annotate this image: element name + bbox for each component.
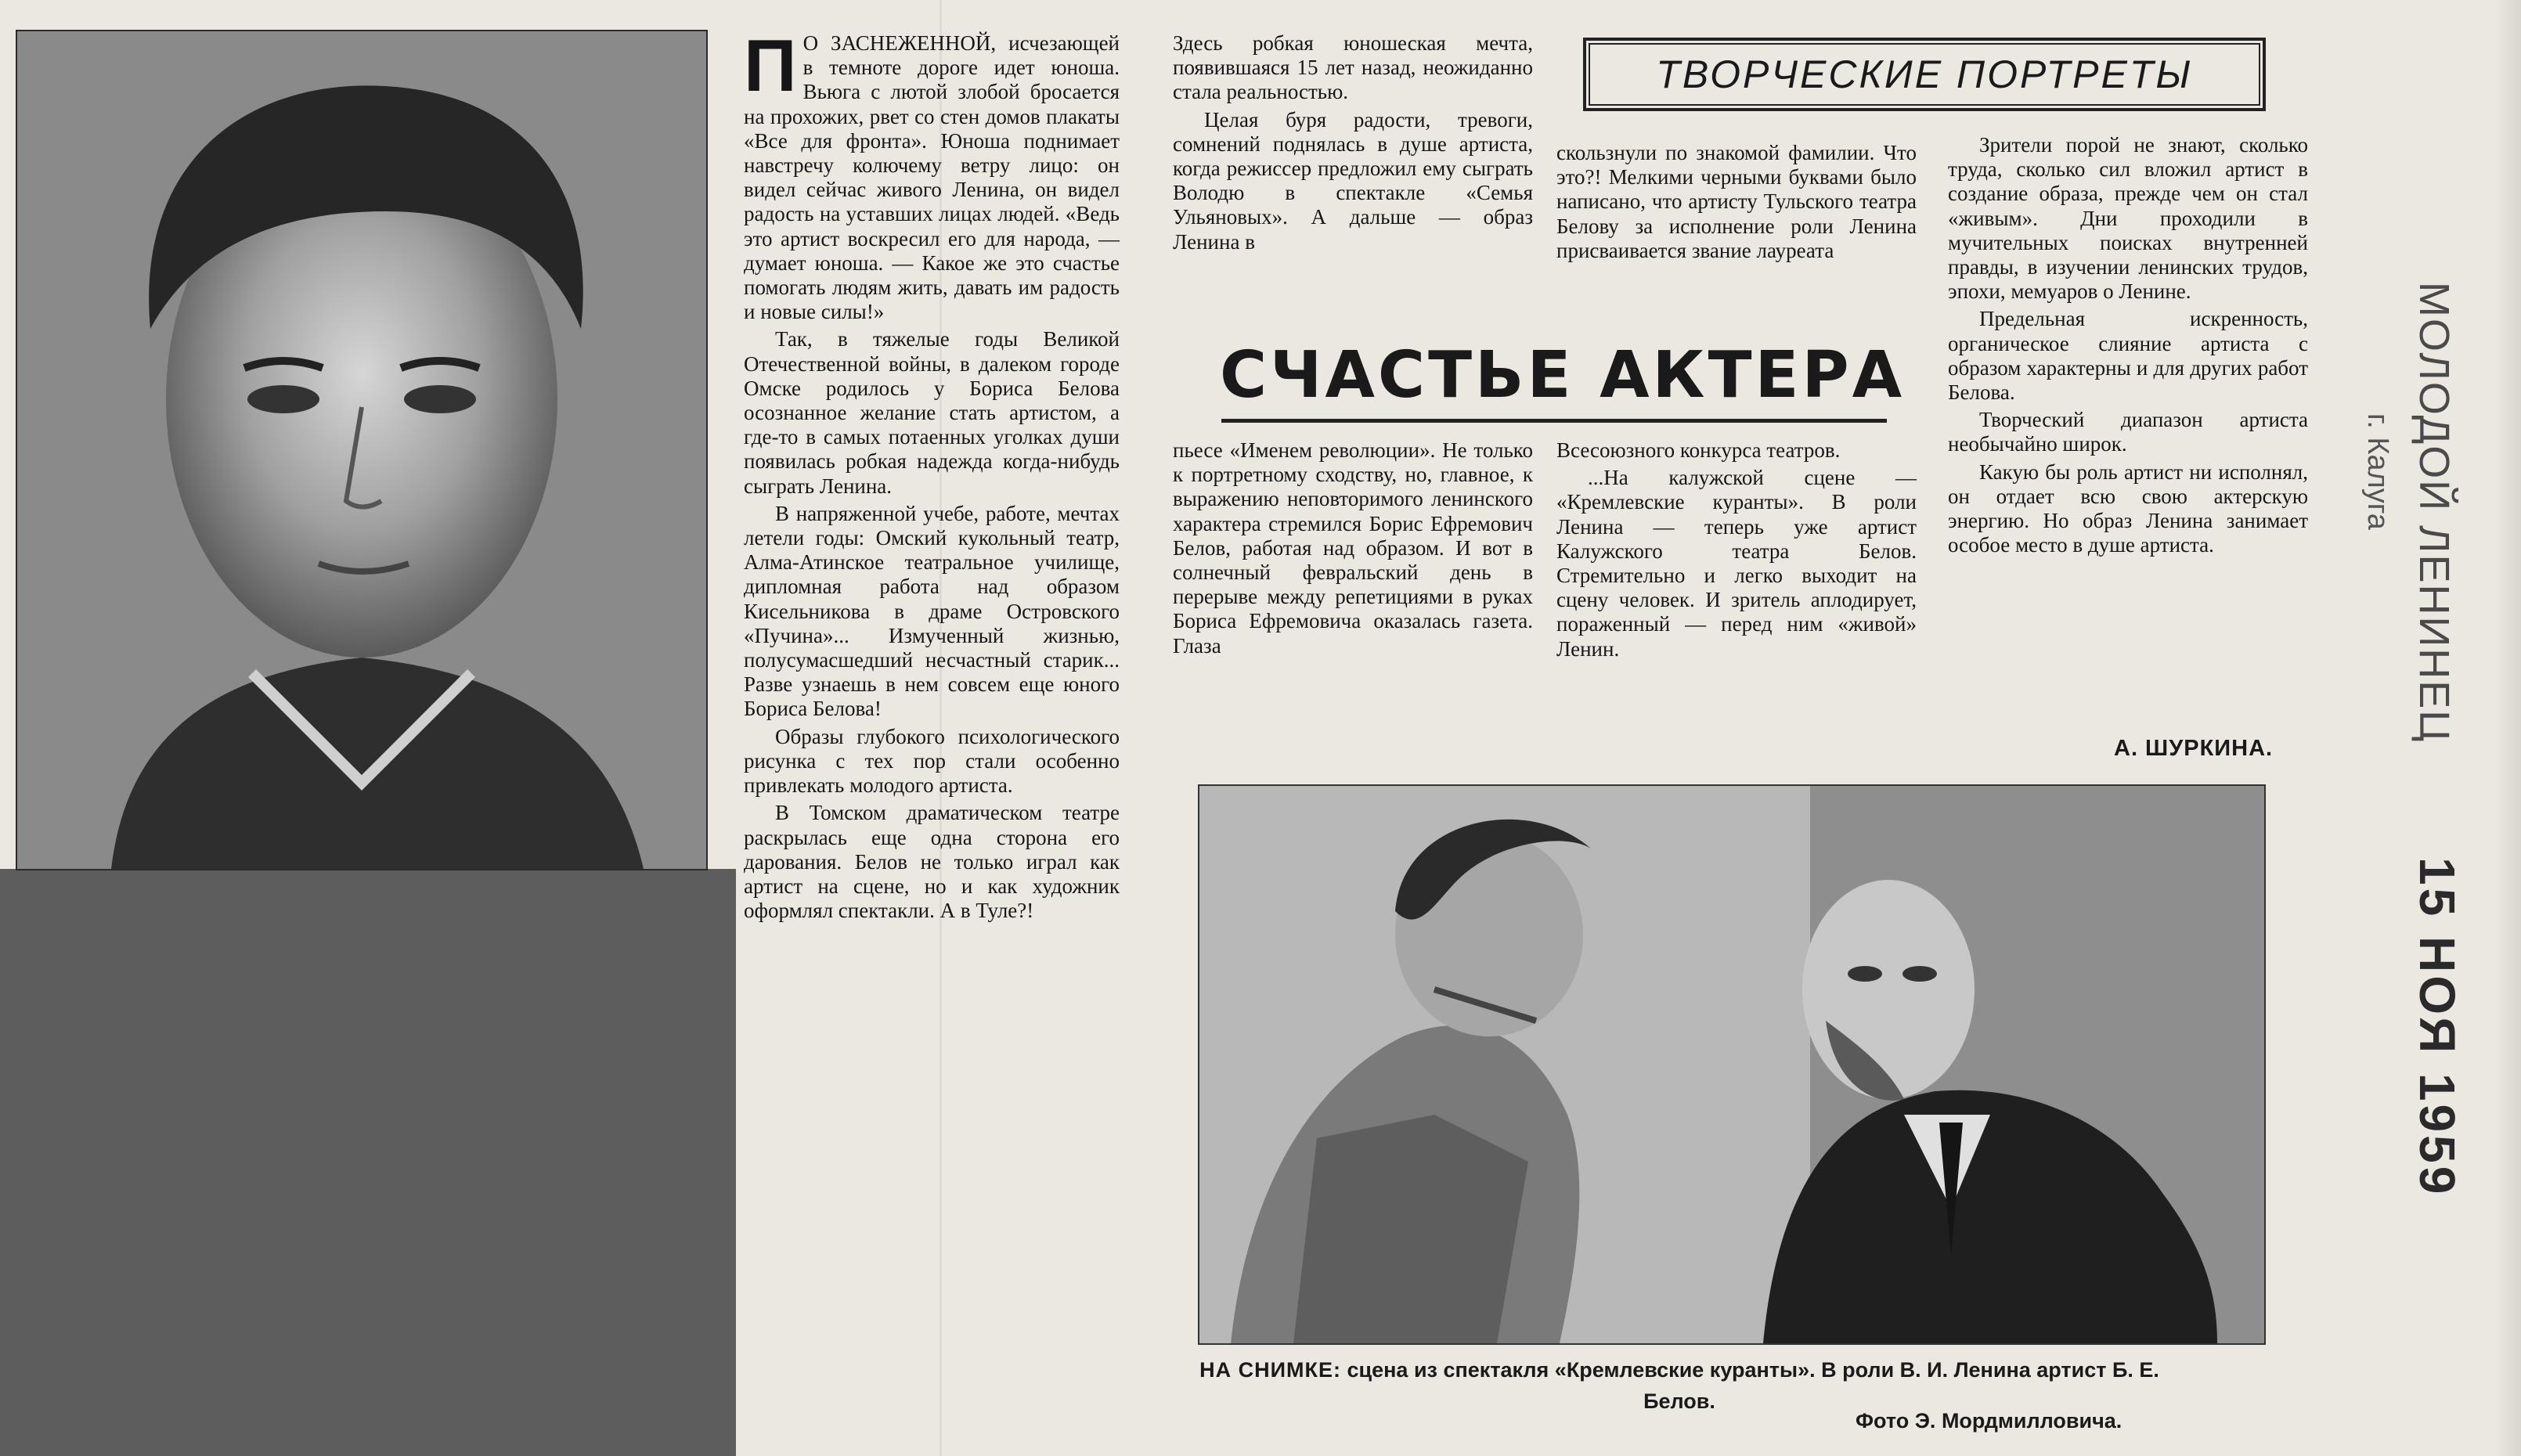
paragraph: О ЗАСНЕЖЕННОЙ, исчезающей в темноте дороге идет юноша. Вьюга с лютой злобой бросается на прохожих, рвет со стен домов плакаты «Все для фронта». Юноша поднимает навстречу колючему ветру лицо: он видел сейчас живого Ленина, он видел радость на уставших лицах людей. «Ведь это артист воскресил его для народа, — думает юноша. — Какое же это счастье помогать людям жить, давать им радость и новые силы!»: [744, 31, 1120, 324]
portrait-photo: [16, 30, 708, 870]
article-column-3-top: [1556, 141, 1917, 266]
paragraph: Целая буря радости, тревоги, сомнений поднялась в душе артиста, когда режиссер предложил ему сыграть Володю в спектакле «Семья Ульяновых». А дальше — образ Ленина в: [1173, 107, 1533, 254]
paragraph: Всесоюзного конкурса театров.: [1556, 438, 1841, 462]
paragraph: Здесь робкая юношеская мечта, появившаяся 15 лет назад, неожиданно стала реальностью.: [1173, 31, 1533, 104]
newspaper-name-stamp: МОЛОДОЙ ЛЕНИНЕЦ: [2411, 282, 2458, 744]
photo-credit: Фото Э. Мордмилловича.: [1856, 1409, 2122, 1433]
paragraph: Зрители порой не знают, сколько труда, сколько сил вложил артист в создание образа, прежде чем он стал «живым». Дни проходили в мучительных поисках внутренней правды, в изучении ленинских трудов, эпохи, мемуаров о Ленине.: [1948, 133, 2308, 304]
paragraph: скользнули по знакомой фамилии. Что это?! Мелкими черными буквами было написано, что артисту Тульского театра Белову за исполнение роли Ленина присваивается звание лауреата: [1556, 141, 1917, 262]
article-column-2-bottom: [1173, 438, 1533, 661]
caption-lead: НА СНИМКЕ:: [1199, 1358, 1341, 1382]
paper-edge-shadow: [2494, 0, 2521, 1456]
portrait-illustration: [17, 31, 706, 869]
paragraph: Какую бы роль артист ни исполнял, он отдает всю свою актерскую энергию. Но образ Ленина занимает особое место в душе артиста.: [1948, 460, 2308, 557]
dropcap-letter: П: [744, 24, 797, 106]
article-column-1: [744, 24, 1120, 926]
paragraph: В Томском драматическом театре раскрылась еще одна сторона его дарования. Белов не только играл как артист на сцене, но и как художник оформлял спектакли. А в Туле?!: [744, 801, 1120, 923]
photo-caption: [1174, 1354, 2184, 1417]
city-stamp: г. Калуга: [2361, 413, 2394, 530]
article-column-3-bottom: [1556, 438, 1917, 665]
article-column-4: [1948, 133, 2308, 560]
paragraph: ...На калужской сцене — «Кремлевские куранты». В роли Ленина — теперь уже артист Калужского театра Белов. Стремительно и легко выходит на сцену человек. И зритель аплодирует, пораженный — перед ним «живой» Ленин.: [1556, 466, 1917, 661]
paragraph: Так, в тяжелые годы Великой Отечественной войны, в далеком городе Омске родилось у Бориса Белова осознанное желание стать артистом, а где-то в самых потаенных уголках души появилась робкая надежда когда-нибудь сыграть Ленина.: [744, 327, 1120, 498]
backing-card: [0, 869, 736, 1456]
author-signature: А. ШУРКИНА.: [2114, 736, 2274, 761]
date-stamp: 15 НОЯ 1959: [2409, 857, 2465, 1198]
paragraph: Предельная искренность, органическое слияние артиста с образом характерны и для других работ Белова.: [1948, 307, 2308, 405]
stage-photo: [1198, 784, 2266, 1345]
paragraph: Творческий диапазон артиста необычайно широк.: [1948, 408, 2308, 456]
paragraph: пьесе «Именем революции». Не только к портретному сходству, но, главное, к выражению неповторимого ленинского характера стремился Борис Ефремович Белов, работая над образом. И вот в солнечный февральский день в перерыве между репетициями в руках Бориса Ефремовича оказалась газета. Глаза: [1173, 438, 1533, 658]
headline-rule: [1221, 419, 1887, 423]
stage-scene-illustration: [1199, 786, 2264, 1343]
section-rubric: ТВОРЧЕСКИЕ ПОРТРЕТЫ: [1583, 38, 2266, 111]
caption-text: сцена из спектакля «Кремлевские куранты». В роли В. И. Ленина артист Б. Е. Белов.: [1347, 1358, 2159, 1413]
paragraph: В напряженной учебе, работе, мечтах летели годы: Омский кукольный театр, Алма-Атинское театральное училище, дипломная работа над образом Кисельникова в драме Островского «Пучина»... Измученный жизнью, полусумасшедший несчастный старик... Разве узнаешь в нем совсем еще юного Бориса Белова!: [744, 501, 1120, 721]
paragraph: Образы глубокого психологического рисунка с тех пор стали особенно привлекать молодого артиста.: [744, 724, 1120, 798]
article-column-2-top: [1173, 31, 1533, 258]
article-headline: СЧАСТЬЕ АКТЕРА: [1220, 338, 1906, 413]
